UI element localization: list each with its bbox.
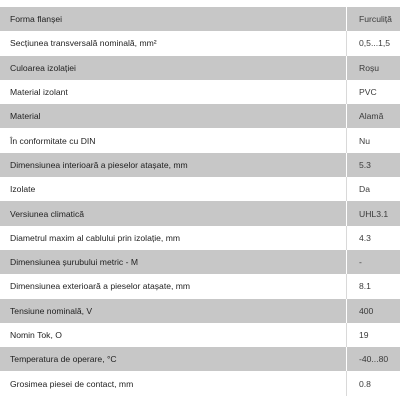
spec-value: 400: [359, 305, 374, 316]
spec-name: Culoarea izolației: [10, 62, 76, 73]
spec-name: Material: [10, 111, 41, 122]
spec-value: 5.3: [359, 159, 371, 170]
spec-value: 8.1: [359, 281, 371, 292]
table-row: [0, 250, 400, 274]
table-row: [0, 274, 400, 298]
spec-value: Furculiță: [359, 14, 392, 25]
spec-name: Izolate: [10, 184, 36, 195]
spec-name: Dimensiunea exterioară a pieselor atașate, mm: [10, 281, 191, 292]
table-row: [0, 80, 400, 104]
table-row: [0, 201, 400, 225]
spec-name: Temperatura de operare, °C: [10, 354, 117, 365]
spec-value: Da: [359, 184, 370, 195]
spec-value: Alamă: [359, 111, 384, 122]
table-row: [0, 128, 400, 152]
spec-value: -: [359, 257, 362, 268]
table-row: [0, 371, 400, 395]
spec-name: Grosimea piesei de contact, mm: [10, 378, 134, 389]
table-row: [0, 153, 400, 177]
table-row: [0, 56, 400, 80]
spec-name: În conformitate cu DIN: [10, 135, 96, 146]
spec-value: 0,5...1,5: [359, 38, 391, 49]
table-row: [0, 31, 400, 55]
table-row: [0, 323, 400, 347]
spec-value: 19: [359, 330, 369, 340]
spec-value: Roșu: [359, 62, 380, 73]
table-row: [0, 7, 400, 31]
table-row: [0, 104, 400, 128]
spec-value: PVC: [359, 87, 377, 98]
spec-name: Forma flanșei: [10, 14, 63, 25]
spec-name: Diametrul maxim al cablului prin izolație, mm: [10, 232, 181, 243]
spec-value: -40...80: [359, 354, 389, 365]
spec-name: Material izolant: [10, 87, 68, 98]
table-row: [0, 226, 400, 250]
spec-name: Dimensiunea interioară a pieselor atașate, mm: [10, 159, 188, 170]
spec-name: Versiunea climatică: [10, 208, 85, 219]
spec-name: Dimensiunea șurubului metric - M: [10, 257, 138, 268]
spec-value: UHL3.1: [359, 208, 389, 219]
spec-value: Nu: [359, 135, 370, 146]
spec-value: 0.8: [359, 378, 371, 389]
table-row: [0, 347, 400, 371]
spec-name: Nomin Tok, O: [10, 330, 62, 340]
spec-name: Tensiune nominală, V: [10, 305, 93, 316]
spec-value: 4.3: [359, 232, 371, 243]
table-row: [0, 177, 400, 201]
spec-name: Secțiunea transversală nominală, mm²: [10, 38, 157, 49]
table-row: [0, 299, 400, 323]
